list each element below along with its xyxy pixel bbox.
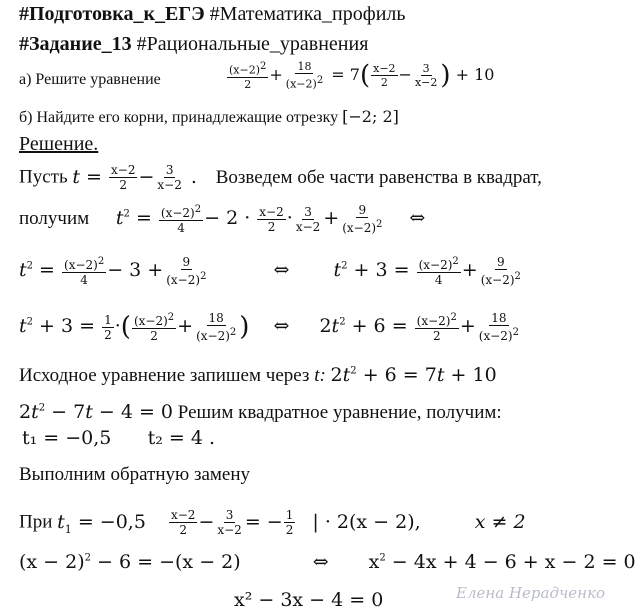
author-signature: Елена Нерадченко — [456, 584, 606, 602]
task-a-equation: $\frac{(x-2)^2}{2}$ + $\frac{18}{(x-2)^2}$ = 7( $\frac{x-2}{2}$ − $\frac{3}{x-2}$ ) + 10 — [229, 60, 495, 91]
reverse-substitution-text: Выполним обратную замену — [19, 464, 251, 485]
equation-line-2: $t^2 + 3$ = $\frac{1}{2}$ ·( $\frac{(x-2)^2}{2}$ + $\frac{18}{(x-2)^2}$ ) ⇔ $2t^2 + 6$ = $\frac{(x-2)^2}{2}$ + $\frac{18}{(x-2)^2}$ — [19, 311, 519, 343]
quadratic-line: $2t^2 - 7t - 4 = 0$ Решим квадратное уравнение, получим: — [19, 401, 502, 423]
rewrite-line: Исходное уравнение запишем через t: $2t^2 + 6 = 7t + 10$ — [19, 364, 497, 386]
hashtag-exam-prep: #Подготовка_к_ЕГЭ — [19, 3, 205, 25]
substitution-line: Пусть t = $\frac{x-2}{2}$ − $\frac{3}{x-2}$ . Возведем обе части равенства в квадрат, — [19, 163, 542, 192]
solve-quad-text: Решим квадратное уравнение, получим: — [177, 402, 502, 423]
rewrite-var: t: — [314, 365, 326, 386]
reverse-line: При $t_1 = -0,5$ $\frac{x-2}{2}$ − $\frac{3}{x-2}$ = − $\frac{1}{2}$ | · 2(x − 2), x ≠ 2 — [19, 508, 526, 537]
let-word: Пусть — [19, 166, 68, 188]
we-get-word: получим — [19, 208, 90, 229]
hashtag-line-2 — [19, 33, 368, 56]
hashtag-rational-equations: #Рациональные_уравнения — [136, 33, 369, 55]
equation-line-1: $t^2$ = $\frac{(x-2)^2}{4}$ − 3 + $\frac{9}{(x-2)^2}$ ⇔ $t^2 + 3$ = $\frac{(x-2)^2}{4}$ + $\frac{9}{(x-2)^2}$ — [19, 255, 521, 287]
hashtag-task-13: #Задание_13 — [19, 33, 132, 55]
task-b — [19, 107, 399, 127]
rewrite-text: Исходное уравнение запишем через — [19, 365, 310, 386]
squared-line: получим $t^2$ = $\frac{(x-2)^2}{4}$ − 2 · $\frac{x-2}{2}$ · $\frac{3}{x-2}$ + $\frac{9}{(x-2)^2}$ ⇔ — [19, 203, 426, 235]
hashtag-math-profile: #Математика_профиль — [209, 3, 406, 25]
square-both-text: Возведем обе части равенства в квадрат, — [215, 166, 542, 188]
final-equation: x² − 3x − 4 = 0 — [234, 589, 384, 611]
solution-heading: Решение. — [19, 133, 99, 155]
task-a-label: а) Решите уравнение — [19, 71, 161, 88]
task-b-segment: [−2; 2] — [342, 107, 399, 126]
expand-line: $(x - 2)^2 - 6 = -(x - 2)$ ⇔ $x^2 - 4x + 4 - 6 + x - 2 = 0$ — [19, 551, 636, 573]
condition: x ≠ 2 — [474, 510, 526, 533]
task-b-label: б) Найдите его корни, принадлежащие отрезку — [19, 109, 339, 126]
hashtag-line-1 — [19, 3, 406, 26]
roots-line: t₁ = −0,5 t₂ = 4 . — [22, 427, 216, 449]
when-word: При — [19, 511, 53, 533]
